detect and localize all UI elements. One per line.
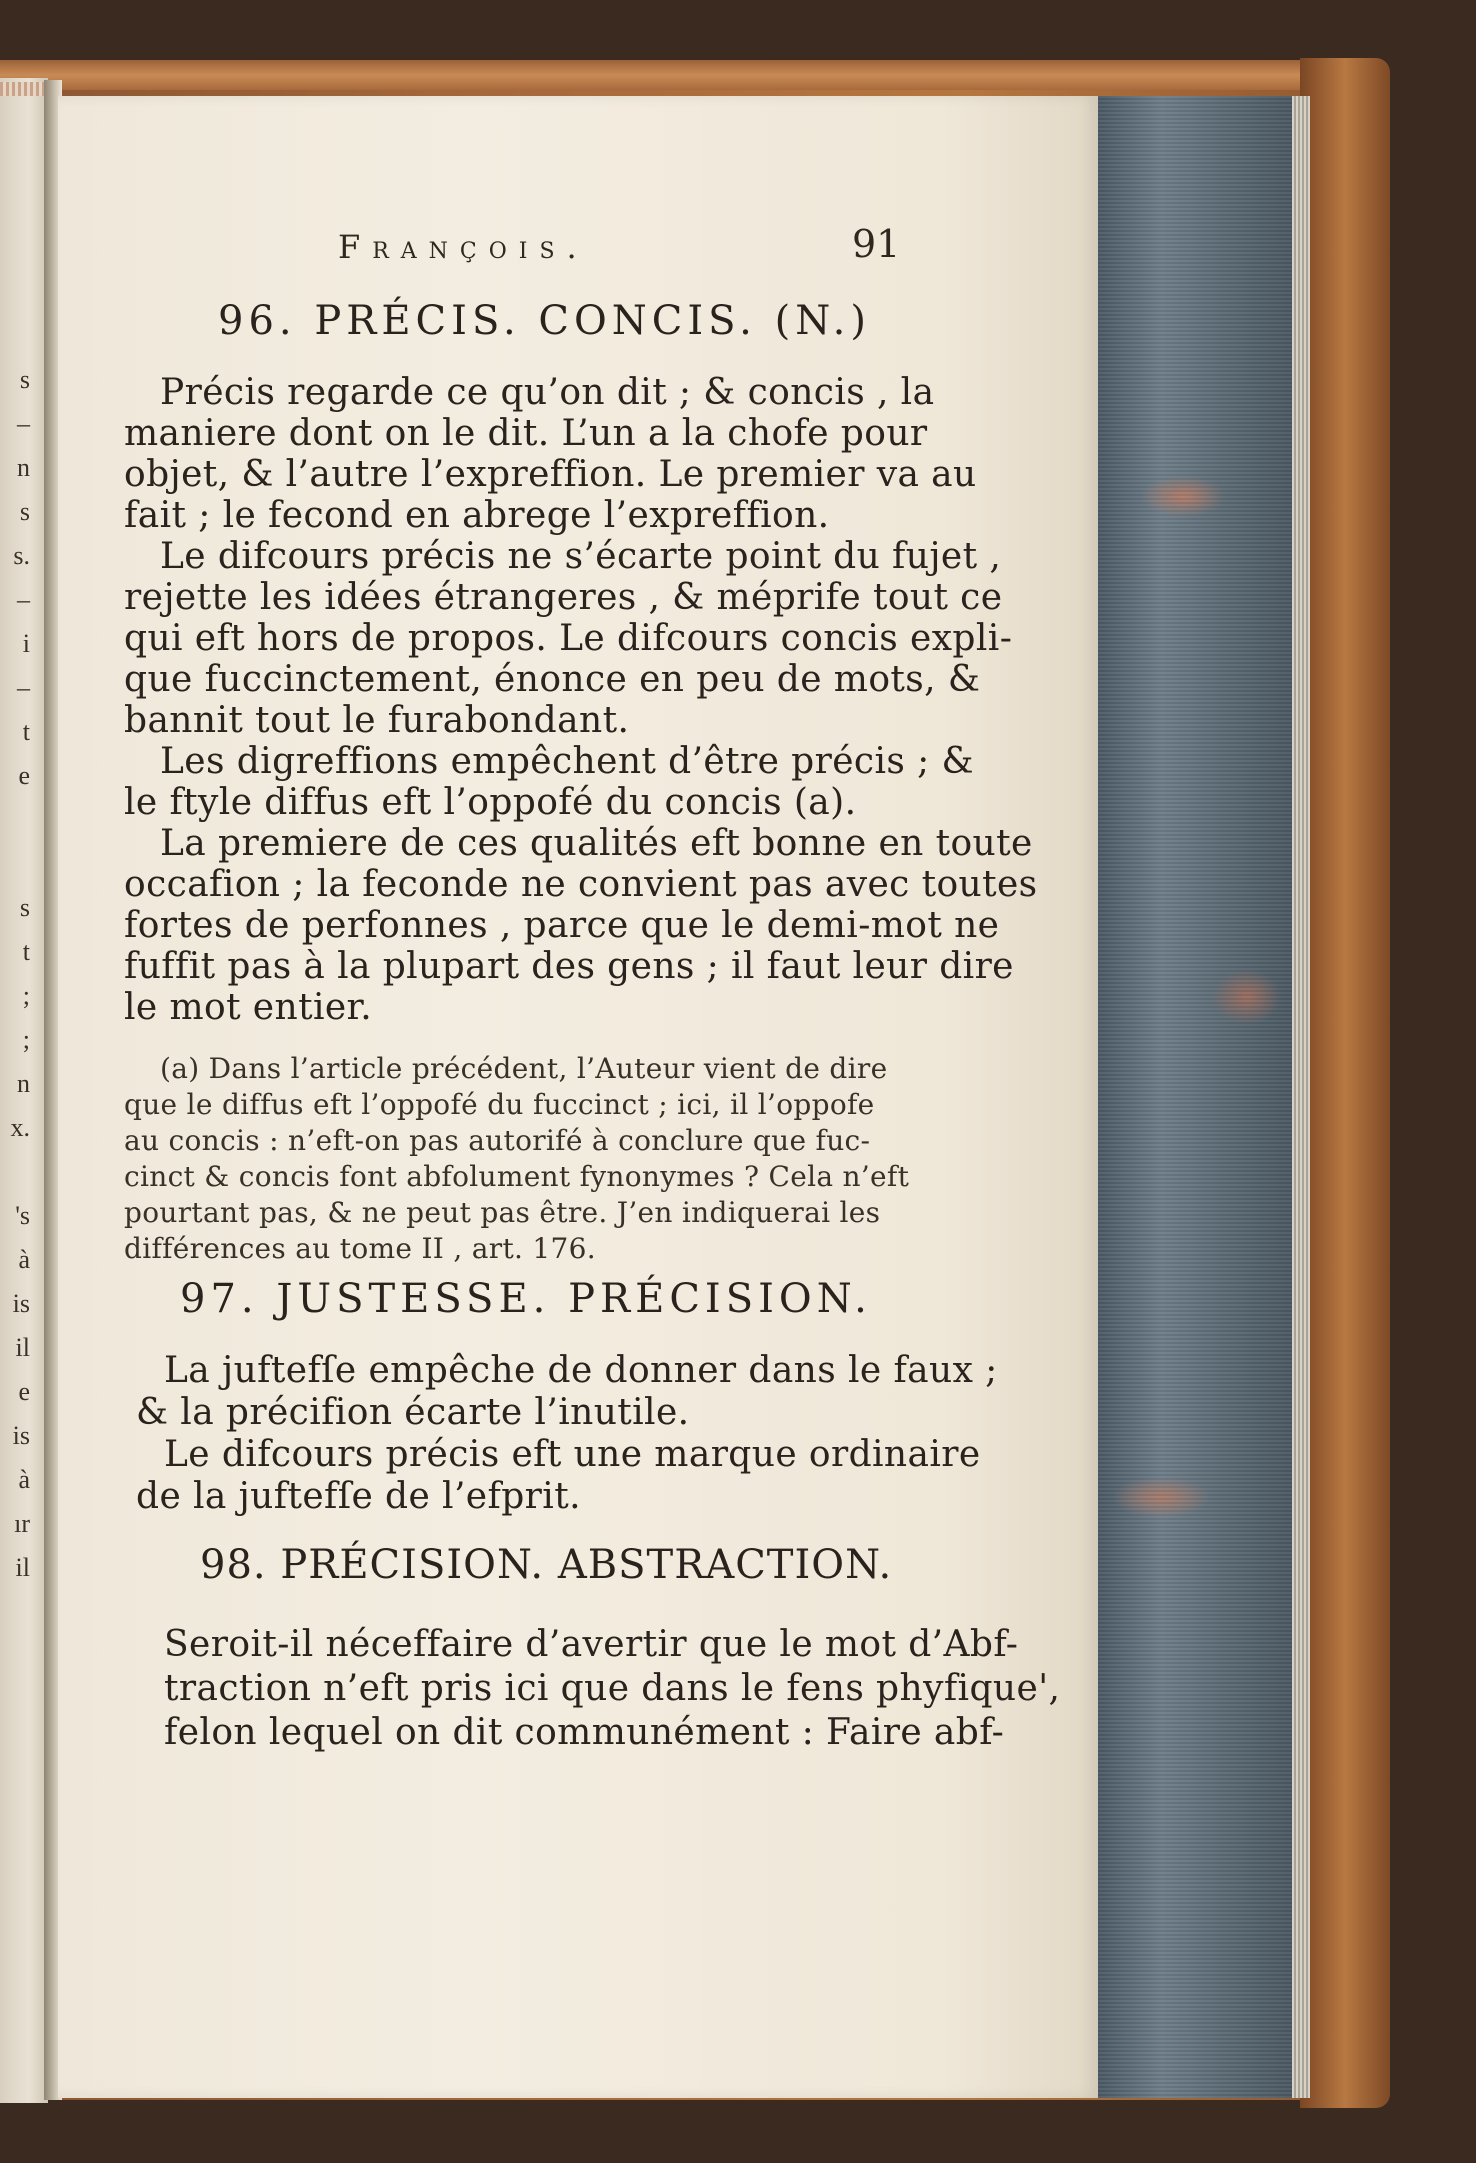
left-page-fragment: is: [12, 1421, 30, 1450]
left-page-fragment: i: [22, 629, 30, 658]
left-page-fragment: t: [22, 937, 30, 966]
article-heading: 96. PRÉCIS. CONCIS. (N.): [218, 298, 871, 344]
text-line: de la juftefſe de l’efprit.: [136, 1476, 581, 1517]
text-line: traction n’eft pris ici que dans le fens phyfique',: [164, 1668, 1061, 1709]
text-line: & la précifion écarte l’inutile.: [136, 1392, 690, 1433]
footnote-line: au concis : n’eft-on pas autorifé à conclure que fuc-: [124, 1124, 871, 1157]
left-page-fragment: s.: [13, 541, 30, 570]
text-line: fait ; le fecond en abrege l’expreffion.: [124, 495, 830, 536]
left-page-fragment: [0, 1150, 30, 1194]
left-page-fragment: 's: [15, 1201, 30, 1230]
text-line: le mot entier.: [124, 987, 373, 1028]
left-page-fragment: ;: [22, 1025, 30, 1054]
marbled-page-edge: [1098, 96, 1310, 2098]
text-line: Le difcours précis eft une marque ordinaire: [164, 1434, 981, 1475]
book-cover-edge: [1300, 58, 1390, 2108]
left-page-fragment: x.: [10, 1113, 30, 1142]
text-line: le ftyle diffus eft l’oppofé du concis (a).: [124, 782, 857, 823]
left-page-fragment: is: [12, 1289, 30, 1318]
left-page-fragment: ır: [14, 1509, 30, 1538]
left-page-fragment: –: [17, 585, 30, 614]
left-page-fragment: –: [17, 409, 30, 438]
left-page-fragment: s: [19, 365, 30, 394]
left-page-fragment: à: [18, 1465, 30, 1494]
page-edge-sheets: [1292, 96, 1310, 2098]
left-page-fragment: [0, 842, 30, 886]
text-line: que fuccinctement, énonce en peu de mots, &: [124, 659, 981, 700]
text-line: Le difcours précis ne s’écarte point du fujet ,: [160, 536, 1002, 577]
text-line: Précis regarde ce qu’on dit ; & concis , la: [160, 372, 935, 413]
text-line: fortes de perfonnes , parce que le demi-mot ne: [124, 905, 1000, 946]
left-page-fragment: –: [17, 673, 30, 702]
text-line: maniere dont on le dit. L’un a la chofe pour: [124, 413, 928, 454]
text-line: qui eft hors de propos. Le difcours concis expli-: [124, 618, 1013, 659]
left-page-fragment: e: [18, 761, 30, 790]
left-page-fragment: n: [17, 453, 30, 482]
article-heading: 98. PRÉCISION. ABSTRACTION.: [200, 1542, 893, 1588]
text-line: La juftefſe empêche de donner dans le faux ;: [164, 1350, 998, 1391]
left-page-fragment: ;: [22, 981, 30, 1010]
left-page-fragment: il: [15, 1333, 30, 1362]
article-heading: 97. JUSTESSE. PRÉCISION.: [180, 1276, 872, 1322]
footnote-line: pourtant pas, & ne peut pas être. J’en indiquerai les: [124, 1196, 881, 1229]
running-head: François.: [338, 228, 589, 266]
book-cover-top: [0, 60, 1300, 90]
left-page-fragment: n: [17, 1069, 30, 1098]
text-line: fuffit pas à la plupart des gens ; il faut leur dire: [124, 946, 1014, 987]
page-number: 91: [852, 222, 901, 266]
text-line: objet, & l’autre l’expreffion. Le premier va au: [124, 454, 977, 495]
left-page-fragment: [0, 798, 30, 842]
left-page-fragment: s: [19, 893, 30, 922]
footnote-line: différences au tome II , art. 176.: [124, 1232, 596, 1265]
footnote-line: que le diffus eft l’oppofé du fuccinct ; ici, il l’oppofe: [124, 1088, 875, 1121]
text-line: bannit tout le furabondant.: [124, 700, 630, 741]
left-page-fragment: il: [15, 1553, 30, 1582]
text-line: rejette les idées étrangeres , & méprife tout ce: [124, 577, 1003, 618]
text-line: occafion ; la feconde ne convient pas avec toutes: [124, 864, 1038, 905]
left-page: [0, 78, 48, 2103]
left-page-fragment: e: [18, 1377, 30, 1406]
text-line: felon lequel on dit communément : Faire abf-: [164, 1712, 1005, 1753]
footnote-line: cinct & concis font abfolument fynonymes ? Cela n’eft: [124, 1160, 910, 1193]
text-line: Les digreffions empêchent d’être précis ; &: [160, 741, 974, 782]
text-line: La premiere de ces qualités eft bonne en toute: [160, 823, 1033, 864]
text-line: Seroit-il néceffaire d’avertir que le mot d’Abf-: [164, 1624, 1019, 1665]
footnote-line: (a) Dans l’article précédent, l’Auteur vient de dire: [160, 1052, 888, 1085]
left-page-fragment: à: [18, 1245, 30, 1274]
left-page-fragments: [0, 358, 30, 1590]
left-page-fragment: t: [22, 717, 30, 746]
left-page-fragment: s: [19, 497, 30, 526]
